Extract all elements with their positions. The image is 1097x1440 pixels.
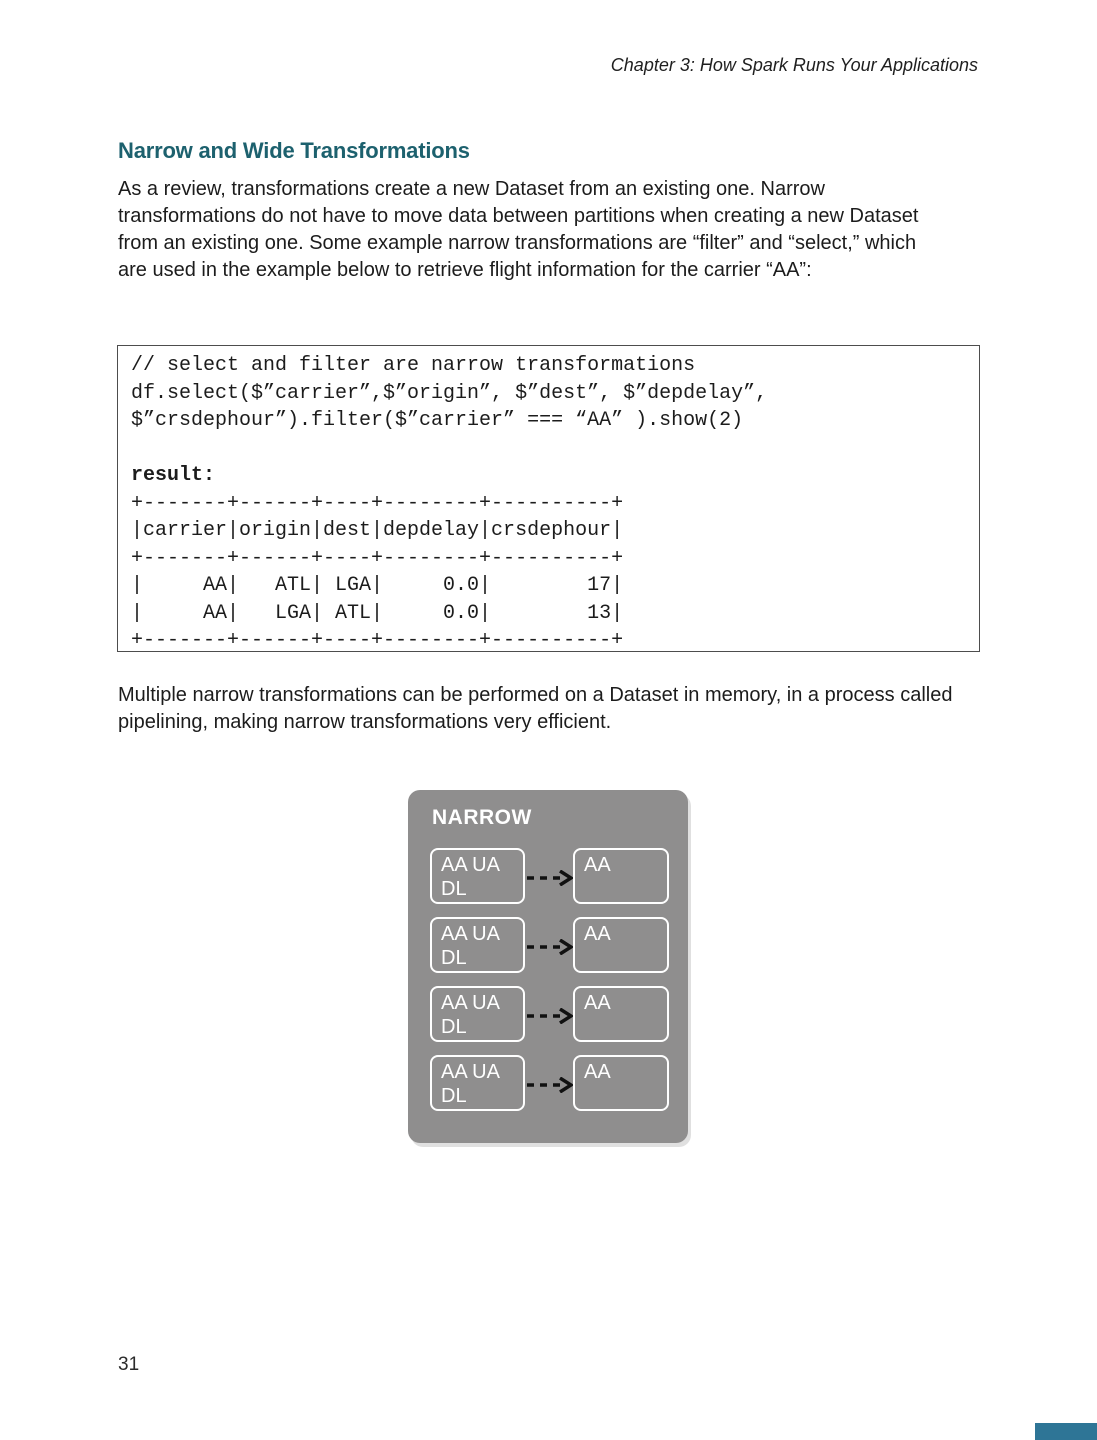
code-blank-line bbox=[131, 435, 979, 463]
result-label: result: bbox=[131, 464, 216, 487]
code-comment: // select and filter are narrow transformations bbox=[131, 354, 696, 377]
dashed-arrow-right-icon bbox=[527, 1008, 573, 1024]
target-partition-box bbox=[573, 1055, 669, 1111]
result-table-border: +-------+------+----+--------+----------+ bbox=[131, 491, 624, 515]
source-partition-label: DL bbox=[441, 878, 467, 900]
partition-row bbox=[408, 848, 688, 905]
source-partition-box bbox=[430, 1055, 525, 1111]
page-number: 31 bbox=[118, 1354, 140, 1375]
running-header: Chapter 3: How Spark Runs Your Applications bbox=[610, 55, 978, 75]
pipelining-paragraph: Multiple narrow transformations can be performed on a Dataset in memory, in a process called pipelining, making narrow transformations very efficient. bbox=[118, 684, 953, 733]
partition-row bbox=[408, 1055, 688, 1112]
source-partition-label: DL bbox=[441, 1085, 467, 1107]
result-table-row: | AA| ATL| LGA| 0.0| 17| bbox=[131, 574, 624, 597]
source-partition-label: DL bbox=[441, 947, 467, 969]
result-table-border: +-------+------+----+--------+----------+ bbox=[131, 546, 624, 570]
dashed-arrow-right-icon bbox=[527, 939, 573, 955]
target-partition-box bbox=[573, 848, 669, 904]
diagram-title: NARROW bbox=[432, 806, 532, 829]
source-partition-label: AA UA bbox=[441, 923, 500, 945]
target-partition-label: AA bbox=[584, 923, 611, 945]
target-partition-box bbox=[573, 986, 669, 1042]
source-partition-box bbox=[430, 917, 525, 973]
code-line-1: df.select($”carrier”,$”origin”, $”dest”, $”depdelay”, bbox=[131, 381, 768, 405]
source-partition-label: AA UA bbox=[441, 1061, 500, 1083]
source-partition-box bbox=[430, 848, 525, 904]
target-partition-label: AA bbox=[584, 992, 611, 1014]
result-table-header: |carrier|origin|dest|depdelay|crsdephour| bbox=[131, 519, 624, 542]
target-partition-label: AA bbox=[584, 854, 611, 876]
source-partition-label: AA UA bbox=[441, 854, 500, 876]
corner-accent-bar bbox=[1035, 1423, 1097, 1440]
result-table-row: | AA| LGA| ATL| 0.0| 13| bbox=[131, 601, 624, 625]
code-block bbox=[117, 345, 980, 652]
partition-row bbox=[408, 917, 688, 974]
source-partition-label: DL bbox=[441, 1016, 467, 1038]
source-partition-label: AA UA bbox=[441, 992, 500, 1014]
target-partition-box bbox=[573, 917, 669, 973]
dashed-arrow-right-icon bbox=[527, 1077, 573, 1093]
narrow-transformation-diagram bbox=[408, 790, 688, 1143]
target-partition-label: AA bbox=[584, 1061, 611, 1083]
partition-row bbox=[408, 986, 688, 1043]
dashed-arrow-right-icon bbox=[527, 870, 573, 886]
intro-paragraph: As a review, transformations create a new Dataset from an existing one. Narrow transformations do not have to move data between partitions when creating a new Dataset from an existing one. Some example narrow transformations are “filter” and “select,” which are used in the example below to retrieve flight information for the carrier “AA”: bbox=[118, 178, 919, 281]
source-partition-box bbox=[430, 986, 525, 1042]
result-table-border: +-------+------+----+--------+----------+ bbox=[131, 629, 624, 652]
section-title: Narrow and Wide Transformations bbox=[118, 138, 470, 163]
code-line-2: $”crsdephour”).filter($”carrier” === “AA” ).show(2) bbox=[131, 409, 744, 432]
